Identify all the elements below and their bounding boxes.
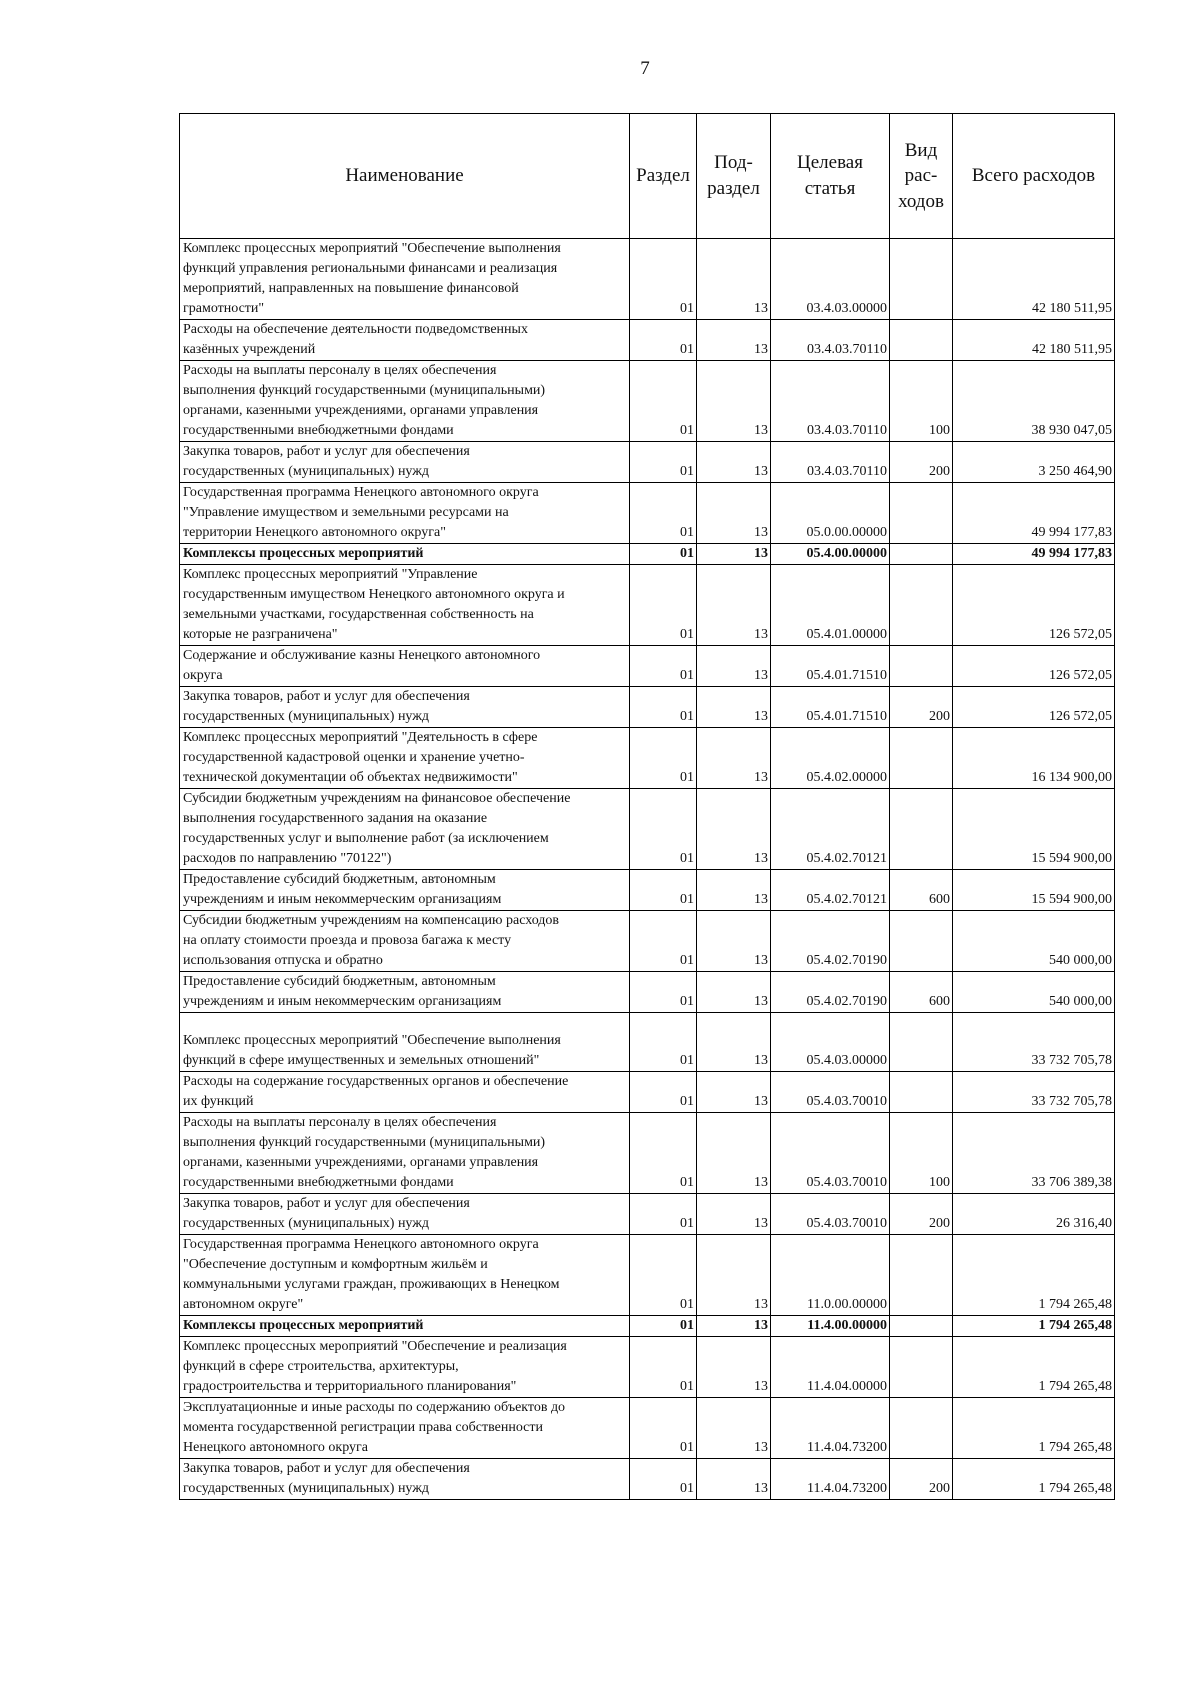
page-number: 7 [640,58,650,79]
table-row [180,728,1115,789]
cell-razdel: 01 [630,1459,697,1500]
cell-tselevaya-statya: 03.4.03.70110 [771,320,890,361]
cell-vsego-raskhodov: 1 794 265,48 [953,1459,1115,1500]
cell-tselevaya-statya: 05.4.02.70190 [771,972,890,1013]
cell-vid-raskhodov [890,728,953,789]
header-name: Наименование [180,114,630,239]
table-row [180,1459,1115,1500]
cell-vsego-raskhodov: 33 706 389,38 [953,1113,1115,1194]
cell-tselevaya-statya: 05.4.00.00000 [771,544,890,565]
cell-tselevaya-statya: 11.4.04.00000 [771,1337,890,1398]
cell-razdel: 01 [630,544,697,565]
cell-tselevaya-statya: 05.4.03.00000 [771,1013,890,1072]
cell-vid-raskhodov: 200 [890,442,953,483]
cell-razdel: 01 [630,911,697,972]
cell-name: Расходы на обеспечение деятельности подведомственных казённых учреждений [180,320,630,361]
cell-podrazdel: 13 [697,1398,771,1459]
cell-podrazdel: 13 [697,442,771,483]
cell-vsego-raskhodov: 1 794 265,48 [953,1235,1115,1316]
cell-tselevaya-statya: 11.4.00.00000 [771,1316,890,1337]
cell-podrazdel: 13 [697,361,771,442]
cell-name: Расходы на содержание государственных органов и обеспечение их функций [180,1072,630,1113]
cell-tselevaya-statya: 03.4.03.70110 [771,361,890,442]
cell-tselevaya-statya: 11.4.04.73200 [771,1459,890,1500]
cell-podrazdel: 13 [697,1013,771,1072]
cell-name: Государственная программа Ненецкого автономного округа "Обеспечение доступным и комфортным жильём и коммунальными услугами граждан, проживающих в Ненецком автономном округе" [180,1235,630,1316]
cell-tselevaya-statya: 05.4.02.70121 [771,870,890,911]
cell-vid-raskhodov [890,320,953,361]
cell-podrazdel: 13 [697,320,771,361]
cell-vid-raskhodov: 200 [890,1459,953,1500]
table-row [180,687,1115,728]
table-row [180,870,1115,911]
table-row [180,239,1115,320]
cell-vsego-raskhodov: 126 572,05 [953,565,1115,646]
cell-vsego-raskhodov: 1 794 265,48 [953,1398,1115,1459]
cell-name: Предоставление субсидий бюджетным, автономным учреждениям и иным некоммерческим организациям [180,972,630,1013]
cell-tselevaya-statya: 05.4.03.70010 [771,1194,890,1235]
cell-vsego-raskhodov: 38 930 047,05 [953,361,1115,442]
cell-podrazdel: 13 [697,1316,771,1337]
table-row [180,1398,1115,1459]
table-row [180,442,1115,483]
table-row [180,911,1115,972]
table-row [180,361,1115,442]
table-row [180,1235,1115,1316]
cell-podrazdel: 13 [697,789,771,870]
cell-vid-raskhodov [890,544,953,565]
table-row [180,1013,1115,1072]
cell-razdel: 01 [630,972,697,1013]
cell-razdel: 01 [630,1398,697,1459]
cell-razdel: 01 [630,728,697,789]
cell-vid-raskhodov [890,646,953,687]
cell-name: Комплексы процессных мероприятий [180,1316,630,1337]
cell-razdel: 01 [630,483,697,544]
cell-podrazdel: 13 [697,646,771,687]
cell-tselevaya-statya: 03.4.03.00000 [771,239,890,320]
cell-vid-raskhodov: 600 [890,972,953,1013]
cell-vid-raskhodov: 100 [890,361,953,442]
table-row [180,320,1115,361]
cell-vsego-raskhodov: 49 994 177,83 [953,544,1115,565]
cell-name: Государственная программа Ненецкого автономного округа "Управление имуществом и земельными ресурсами на территории Ненецкого автономного округа" [180,483,630,544]
cell-razdel: 01 [630,1113,697,1194]
cell-vsego-raskhodov: 26 316,40 [953,1194,1115,1235]
cell-vsego-raskhodov: 540 000,00 [953,911,1115,972]
cell-vid-raskhodov [890,1316,953,1337]
table-row [180,1194,1115,1235]
cell-tselevaya-statya: 05.4.02.70190 [771,911,890,972]
cell-vsego-raskhodov: 15 594 900,00 [953,870,1115,911]
cell-name: Содержание и обслуживание казны Ненецкого автономного округа [180,646,630,687]
cell-name: Комплекс процессных мероприятий "Деятельность в сфере государственной кадастровой оценки и хранение учетно- технической документации об объектах недвижимости" [180,728,630,789]
cell-vsego-raskhodov: 42 180 511,95 [953,320,1115,361]
cell-name: Субсидии бюджетным учреждениям на компенсацию расходов на оплату стоимости проезда и провоза багажа к месту использования отпуска и обратно [180,911,630,972]
cell-vsego-raskhodov: 3 250 464,90 [953,442,1115,483]
cell-razdel: 01 [630,361,697,442]
cell-name: Комплексы процессных мероприятий [180,544,630,565]
cell-vsego-raskhodov: 1 794 265,48 [953,1316,1115,1337]
cell-name: Закупка товаров, работ и услуг для обеспечения государственных (муниципальных) нужд [180,1194,630,1235]
cell-name: Комплекс процессных мероприятий "Обеспечение выполнения функций управления региональными финансами и реализация мероприятий, направленных на повышение финансовой грамотности" [180,239,630,320]
cell-tselevaya-statya: 05.4.01.00000 [771,565,890,646]
cell-vsego-raskhodov: 15 594 900,00 [953,789,1115,870]
cell-tselevaya-statya: 11.0.00.00000 [771,1235,890,1316]
table-row [180,1316,1115,1337]
cell-podrazdel: 13 [697,544,771,565]
cell-podrazdel: 13 [697,687,771,728]
header-vid-raskhodov: Вид рас- ходов [890,114,953,239]
table-row [180,544,1115,565]
cell-razdel: 01 [630,565,697,646]
cell-podrazdel: 13 [697,911,771,972]
cell-razdel: 01 [630,1013,697,1072]
table-header-row [180,114,1115,239]
cell-vid-raskhodov [890,1072,953,1113]
table-row [180,789,1115,870]
cell-razdel: 01 [630,442,697,483]
cell-vid-raskhodov: 200 [890,1194,953,1235]
cell-tselevaya-statya: 03.4.03.70110 [771,442,890,483]
cell-razdel: 01 [630,1316,697,1337]
cell-vsego-raskhodov: 126 572,05 [953,687,1115,728]
header-podrazdel: Под- раздел [697,114,771,239]
cell-tselevaya-statya: 05.0.00.00000 [771,483,890,544]
cell-name: Расходы на выплаты персоналу в целях обеспечения выполнения функций государственными (муниципальными) органами, казенными учреждениями, органами управления государственными внебюджетными фондами [180,361,630,442]
cell-razdel: 01 [630,789,697,870]
header-razdel: Раздел [630,114,697,239]
cell-podrazdel: 13 [697,1072,771,1113]
cell-podrazdel: 13 [697,1113,771,1194]
cell-vid-raskhodov: 100 [890,1113,953,1194]
cell-podrazdel: 13 [697,1194,771,1235]
cell-vid-raskhodov: 600 [890,870,953,911]
table-row [180,1337,1115,1398]
cell-vsego-raskhodov: 49 994 177,83 [953,483,1115,544]
cell-podrazdel: 13 [697,1235,771,1316]
cell-razdel: 01 [630,870,697,911]
cell-vid-raskhodov [890,911,953,972]
cell-vid-raskhodov [890,565,953,646]
cell-podrazdel: 13 [697,565,771,646]
cell-name: Комплекс процессных мероприятий "Управление государственным имуществом Ненецкого автономного округа и земельными участками, государственная собственность на которые не разграничена" [180,565,630,646]
cell-razdel: 01 [630,646,697,687]
cell-name: Закупка товаров, работ и услуг для обеспечения государственных (муниципальных) нужд [180,1459,630,1500]
cell-podrazdel: 13 [697,1459,771,1500]
cell-vsego-raskhodov: 42 180 511,95 [953,239,1115,320]
cell-vid-raskhodov [890,239,953,320]
table-row [180,972,1115,1013]
cell-vsego-raskhodov: 33 732 705,78 [953,1013,1115,1072]
header-vsego-raskhodov: Всего расходов [953,114,1115,239]
cell-vsego-raskhodov: 1 794 265,48 [953,1337,1115,1398]
cell-podrazdel: 13 [697,239,771,320]
cell-vid-raskhodov: 200 [890,687,953,728]
cell-vid-raskhodov [890,1337,953,1398]
cell-name: Комплекс процессных мероприятий "Обеспечение выполнения функций в сфере имущественных и земельных отношений" [180,1013,630,1072]
table-row [180,1072,1115,1113]
cell-vsego-raskhodov: 540 000,00 [953,972,1115,1013]
cell-tselevaya-statya: 05.4.02.70121 [771,789,890,870]
cell-razdel: 01 [630,1194,697,1235]
cell-razdel: 01 [630,1072,697,1113]
table-row [180,565,1115,646]
table-row [180,483,1115,544]
cell-podrazdel: 13 [697,1337,771,1398]
cell-vid-raskhodov [890,483,953,544]
cell-podrazdel: 13 [697,728,771,789]
cell-tselevaya-statya: 05.4.02.00000 [771,728,890,789]
cell-name: Расходы на выплаты персоналу в целях обеспечения выполнения функций государственными (муниципальными) органами, казенными учреждениями, органами управления государственными внебюджетными фондами [180,1113,630,1194]
cell-podrazdel: 13 [697,870,771,911]
cell-razdel: 01 [630,239,697,320]
cell-name: Предоставление субсидий бюджетным, автономным учреждениям и иным некоммерческим организациям [180,870,630,911]
table-row [180,646,1115,687]
cell-vid-raskhodov [890,789,953,870]
header-tselevaya-statya: Целевая статья [771,114,890,239]
cell-razdel: 01 [630,687,697,728]
cell-razdel: 01 [630,1235,697,1316]
budget-table [179,113,1115,1500]
cell-tselevaya-statya: 05.4.01.71510 [771,687,890,728]
cell-name: Комплекс процессных мероприятий "Обеспечение и реализация функций в сфере строительства, архитектуры, градостроительства и территориального планирования" [180,1337,630,1398]
cell-name: Субсидии бюджетным учреждениям на финансовое обеспечение выполнения государственного задания на оказание государственных услуг и выполнение работ (за исключением расходов по направлению "70122") [180,789,630,870]
cell-vid-raskhodov [890,1013,953,1072]
cell-podrazdel: 13 [697,483,771,544]
cell-vsego-raskhodov: 126 572,05 [953,646,1115,687]
cell-razdel: 01 [630,1337,697,1398]
cell-tselevaya-statya: 05.4.03.70010 [771,1072,890,1113]
cell-name: Закупка товаров, работ и услуг для обеспечения государственных (муниципальных) нужд [180,442,630,483]
cell-podrazdel: 13 [697,972,771,1013]
cell-tselevaya-statya: 05.4.03.70010 [771,1113,890,1194]
cell-name: Эксплуатационные и иные расходы по содержанию объектов до момента государственной регистрации права собственности Ненецкого автономного округа [180,1398,630,1459]
cell-name: Закупка товаров, работ и услуг для обеспечения государственных (муниципальных) нужд [180,687,630,728]
cell-tselevaya-statya: 11.4.04.73200 [771,1398,890,1459]
table-body [180,239,1115,1500]
cell-vid-raskhodov [890,1235,953,1316]
cell-vsego-raskhodov: 33 732 705,78 [953,1072,1115,1113]
table-row [180,1113,1115,1194]
cell-tselevaya-statya: 05.4.01.71510 [771,646,890,687]
cell-razdel: 01 [630,320,697,361]
cell-vid-raskhodov [890,1398,953,1459]
cell-vsego-raskhodov: 16 134 900,00 [953,728,1115,789]
